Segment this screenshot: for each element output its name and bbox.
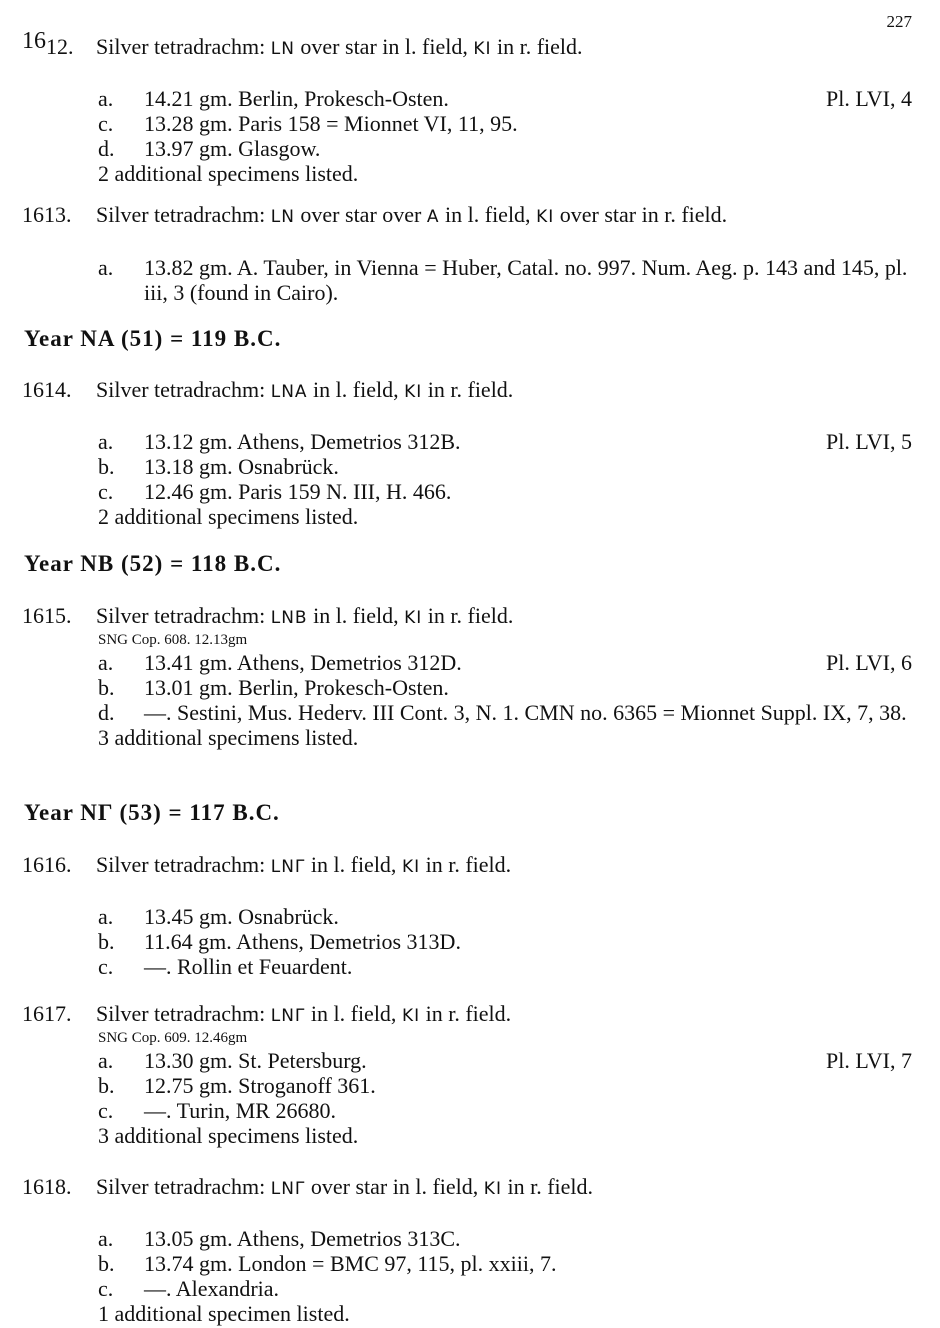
heading-text: over star in l. field, — [305, 1174, 484, 1199]
heading-text: over star over — [294, 202, 427, 227]
specimen-letter: c. — [98, 479, 114, 504]
heading-text: in l. field, — [307, 603, 405, 628]
page-number: 227 — [886, 12, 912, 31]
specimen-row — [98, 904, 922, 929]
specimen-letter: b. — [98, 675, 115, 700]
year-heading: Year NΓ (53) = 117 B.C. — [24, 800, 280, 825]
legend-left: LNA — [270, 382, 308, 402]
legend-right: KI — [404, 382, 423, 402]
specimen-letter: a. — [98, 255, 114, 280]
specimen-letter: c. — [98, 111, 114, 136]
specimen-text: 13.12 gm. Athens, Demetrios 312B. — [144, 429, 461, 454]
legend-right: KI — [401, 1006, 421, 1026]
specimen-text: 13.30 gm. St. Petersburg. — [144, 1048, 367, 1073]
specimen-row — [98, 700, 918, 725]
heading-text: Silver tetradrachm: — [96, 852, 271, 877]
specimen-row — [98, 86, 922, 111]
specimen-letter: b. — [98, 929, 115, 954]
entry-heading — [22, 603, 922, 631]
specimen-row — [98, 1226, 922, 1251]
heading-text: Silver tetradrachm: — [96, 377, 271, 402]
additional-specimens-note: 3 additional specimens listed. — [98, 725, 359, 750]
heading-text: in l. field, — [305, 852, 402, 877]
additional-specimens-note: 1 additional specimen listed. — [98, 1301, 350, 1326]
plate-reference: Pl. LVI, 6 — [826, 650, 912, 675]
plate-reference: Pl. LVI, 4 — [826, 86, 912, 111]
specimen-letter: b. — [98, 1073, 115, 1098]
specimen-text: 13.82 gm. A. Tauber, in Vienna = Huber, Catal. no. 997. Num. Aeg. p. 143 and 145, pl. iii, 3 (found in Cairo). — [144, 255, 908, 305]
entry-number-suffix: 12. — [46, 34, 74, 59]
heading-text: in r. field. — [491, 34, 583, 59]
catalog-entry-1617 — [22, 1001, 922, 1148]
entry-heading — [22, 852, 922, 880]
sng-reference: SNG Cop. 609. 12.46gm — [98, 1030, 248, 1046]
specimen-row — [98, 929, 922, 954]
specimen-text: —. Alexandria. — [144, 1276, 280, 1301]
heading-text: in l. field, — [307, 377, 405, 402]
heading-text: over star in r. field. — [554, 202, 728, 227]
entry-number: 1615. — [22, 603, 72, 628]
entry-number — [22, 28, 96, 60]
heading-text: in r. field. — [422, 377, 514, 402]
catalog-entry-1612 — [22, 28, 922, 186]
specimen-text: —. Rollin et Feuardent. — [144, 954, 353, 979]
legend-right: KI — [483, 1179, 502, 1199]
catalog-entry-1618 — [22, 1174, 922, 1326]
specimen-text: 13.28 gm. Paris 158 = Mionnet VI, 11, 95. — [144, 111, 518, 136]
specimen-row — [98, 255, 918, 305]
specimen-row — [98, 1048, 922, 1073]
legend-right: KI — [401, 857, 421, 877]
legend-left: LNΓ — [270, 857, 306, 877]
specimen-row — [98, 111, 922, 136]
plate-reference: Pl. LVI, 5 — [826, 429, 912, 454]
specimen-row — [98, 1276, 922, 1301]
year-heading: Year NB (52) = 118 B.C. — [24, 551, 282, 576]
heading-text: Silver tetradrachm: — [96, 1174, 271, 1199]
catalog-entry-1613 — [22, 202, 922, 305]
plate-reference: Pl. LVI, 7 — [826, 1048, 912, 1073]
specimen-text: 13.05 gm. Athens, Demetrios 313C. — [144, 1226, 461, 1251]
specimen-row — [98, 650, 922, 675]
specimen-letter: a. — [98, 86, 114, 111]
entry-number: 1617. — [22, 1001, 72, 1026]
specimen-text: 14.21 gm. Berlin, Prokesch-Osten. — [144, 86, 449, 111]
heading-text: Silver tetradrachm: — [96, 1001, 271, 1026]
additional-specimens-note: 2 additional specimens listed. — [98, 161, 359, 186]
legend-left-extra: A — [426, 207, 440, 227]
entry-heading — [22, 28, 922, 62]
sng-reference: SNG Cop. 608. 12.13gm — [98, 632, 248, 648]
legend-left: LN — [270, 207, 295, 227]
heading-text: in l. field, — [305, 1001, 402, 1026]
legend-right: KI — [536, 207, 555, 227]
specimen-text: 13.41 gm. Athens, Demetrios 312D. — [144, 650, 462, 675]
legend-right: KI — [404, 608, 423, 628]
specimen-text: 13.18 gm. Osnabrück. — [144, 454, 339, 479]
specimen-row — [98, 1073, 922, 1098]
specimen-letter: d. — [98, 136, 115, 161]
entry-heading — [22, 1001, 922, 1029]
specimen-row — [98, 1098, 922, 1123]
specimen-letter: a. — [98, 904, 114, 929]
specimen-letter: b. — [98, 1251, 115, 1276]
specimen-letter: a. — [98, 650, 114, 675]
specimen-row — [98, 954, 922, 979]
specimen-letter: a. — [98, 429, 114, 454]
specimen-letter: d. — [98, 700, 115, 725]
catalog-entry-1616 — [22, 852, 922, 979]
legend-left: LNΓ — [270, 1006, 306, 1026]
catalog-entry-1615 — [22, 603, 922, 750]
specimen-text: 13.74 gm. London = BMC 97, 115, pl. xxiii, 7. — [144, 1251, 557, 1276]
specimen-row — [98, 675, 922, 700]
year-heading: Year NA (51) = 119 B.C. — [24, 326, 282, 351]
specimen-text: —. Turin, MR 26680. — [144, 1098, 336, 1123]
specimen-letter: a. — [98, 1048, 114, 1073]
specimen-text: 11.64 gm. Athens, Demetrios 313D. — [144, 929, 461, 954]
heading-text: Silver tetradrachm: — [96, 34, 271, 59]
handwritten-prefix: 16 — [22, 28, 46, 54]
specimen-letter: b. — [98, 454, 115, 479]
heading-text: Silver tetradrachm: — [96, 603, 271, 628]
entry-number: 1616. — [22, 852, 72, 877]
heading-text: over star in l. field, — [294, 34, 474, 59]
additional-specimens-note: 3 additional specimens listed. — [98, 1123, 359, 1148]
legend-left: LNB — [270, 608, 308, 628]
catalog-entry-1614 — [22, 377, 922, 529]
specimen-row — [98, 479, 922, 504]
specimen-text: 13.01 gm. Berlin, Prokesch-Osten. — [144, 675, 449, 700]
entry-heading — [22, 377, 922, 405]
legend-right: KI — [473, 39, 492, 59]
legend-left: LNΓ — [270, 1179, 306, 1199]
entry-number: 1613. — [22, 202, 72, 227]
specimen-text: 12.46 gm. Paris 159 N. III, H. 466. — [144, 479, 452, 504]
specimen-text: 13.97 gm. Glasgow. — [144, 136, 321, 161]
heading-text: Silver tetradrachm: — [96, 202, 271, 227]
specimen-letter: a. — [98, 1226, 114, 1251]
entry-number: 1614. — [22, 377, 72, 402]
specimen-text: 13.45 gm. Osnabrück. — [144, 904, 339, 929]
specimen-text: 12.75 gm. Stroganoff 361. — [144, 1073, 376, 1098]
heading-text: in r. field. — [420, 852, 512, 877]
specimen-row — [98, 136, 922, 161]
heading-text: in r. field. — [420, 1001, 512, 1026]
heading-text: in r. field. — [501, 1174, 594, 1199]
specimen-row — [98, 454, 922, 479]
heading-text: in l. field, — [439, 202, 537, 227]
legend-left: LN — [270, 39, 295, 59]
entry-number: 1618. — [22, 1174, 72, 1199]
specimen-letter: c. — [98, 954, 114, 979]
specimen-row — [98, 1251, 922, 1276]
heading-text: in r. field. — [422, 603, 514, 628]
specimen-row — [98, 429, 922, 454]
entry-heading — [22, 1174, 922, 1202]
entry-heading — [22, 202, 922, 230]
specimen-letter: c. — [98, 1276, 114, 1301]
additional-specimens-note: 2 additional specimens listed. — [98, 504, 359, 529]
specimen-letter: c. — [98, 1098, 114, 1123]
specimen-text: —. Sestini, Mus. Hederv. III Cont. 3, N. 1. CMN no. 6365 = Mionnet Suppl. IX, 7, 38. — [144, 700, 907, 725]
